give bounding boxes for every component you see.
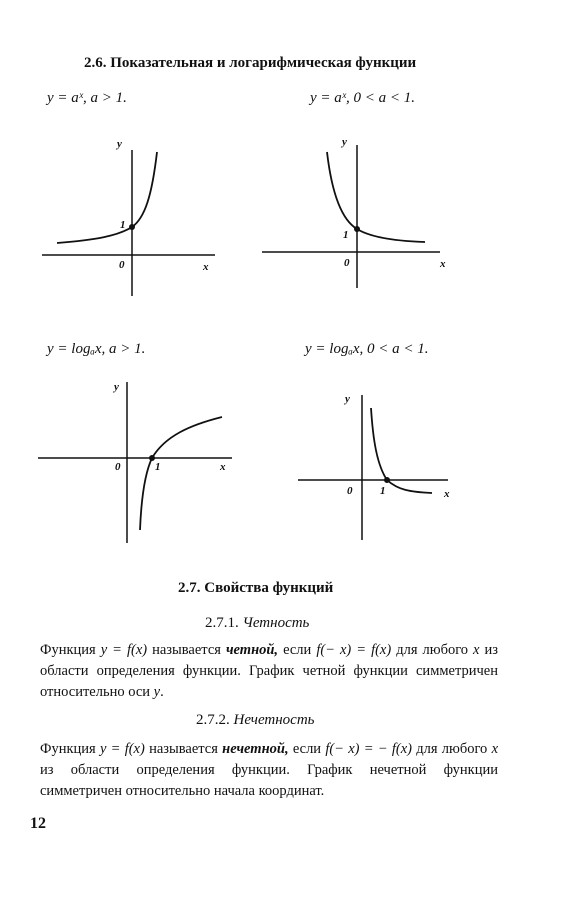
subsection-name: Нечетность (233, 712, 315, 728)
y-axis-label: y (117, 138, 122, 150)
page-number: 12 (30, 815, 46, 832)
tick-one-label: 1 (343, 229, 349, 241)
subsection-number: 2.7.1. (205, 615, 239, 631)
origin-label: 0 (347, 485, 353, 497)
formula-log-a-gt-1: y = logₐx, a > 1. (47, 341, 146, 357)
x-axis-label: x (444, 488, 450, 500)
paragraph-odd: Функция y = f(x) называется нечетной, если f(− x) = − f(x) для любого x из области определения функции. График нечетной функции симметричен относительно начала координат. (40, 741, 498, 799)
y-axis-label: y (342, 136, 347, 148)
y-axis-label: y (345, 393, 350, 405)
tick-one-label: 1 (380, 485, 386, 497)
formula-exp-a-gt-1: y = aˣ, a > 1. (47, 90, 127, 106)
tick-one-label: 1 (155, 461, 161, 473)
subsection-number: 2.7.2. (196, 712, 230, 728)
x-axis-label: x (203, 261, 209, 273)
formula-log-a-lt-1: y = logₐx, 0 < a < 1. (305, 341, 429, 357)
section2-title: 2.7. Свойства функций (178, 580, 334, 596)
term-odd: нечетной, (222, 741, 289, 757)
origin-label: 0 (119, 259, 125, 271)
origin-label: 0 (344, 257, 350, 269)
subsection-name: Четность (242, 615, 310, 631)
origin-label: 0 (115, 461, 121, 473)
paragraph-even: Функция y = f(x) называется четной, если f(− x) = f(x) для любого x из области определения функции. График четной функции симметричен относительно оси y. (40, 642, 498, 700)
x-axis-label: x (440, 258, 446, 270)
formula-exp-a-lt-1: y = aˣ, 0 < a < 1. (310, 90, 416, 106)
x-axis-label: x (220, 461, 226, 473)
y-axis-label: y (114, 381, 119, 393)
tick-one-label: 1 (120, 219, 126, 231)
subsection-odd-title (196, 712, 315, 729)
subsection-even-title (205, 615, 309, 632)
section-title: 2.6. Показательная и логарифмическая функции (84, 55, 417, 71)
term-even: четной, (225, 642, 279, 658)
